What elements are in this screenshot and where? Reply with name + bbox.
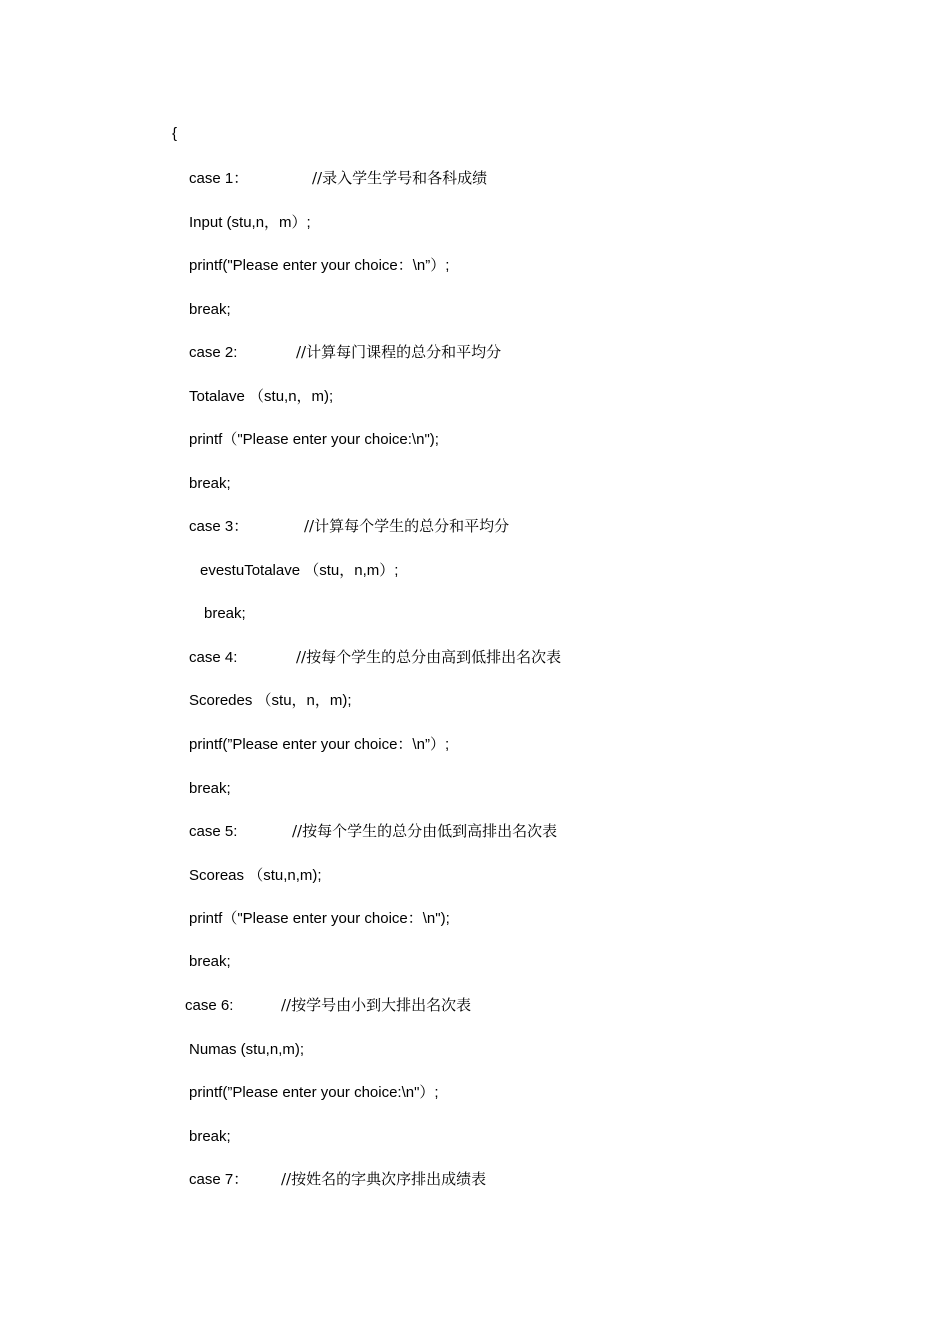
comment-case-2: //计算每门课程的总分和平均分 bbox=[296, 343, 502, 361]
comment-case-6: //按学号由小到大排出名次表 bbox=[281, 996, 472, 1014]
code-line-case-3: case 3： bbox=[189, 518, 249, 535]
comment-case-1: //录入学生学号和各科成绩 bbox=[312, 169, 488, 187]
code-line-printf-5: printf(”Please enter your choice:\n"）; bbox=[189, 1084, 439, 1101]
code-line-scoreas: Scoreas （stu,n,m); bbox=[189, 867, 322, 884]
code-line-case-2: case 2: bbox=[189, 344, 238, 361]
code-line-case-5: case 5: bbox=[189, 823, 238, 840]
comment-case-4: //按每个学生的总分由高到低排出名次表 bbox=[296, 648, 562, 666]
code-line-printf-2: printf（"Please enter your choice:\n"); bbox=[189, 431, 439, 448]
code-line-input: Input (stu,n，m）; bbox=[189, 214, 311, 231]
code-line-break-4: break; bbox=[189, 780, 231, 797]
comment-case-7: //按姓名的字典次序排出成绩表 bbox=[281, 1170, 487, 1188]
code-line-printf-1: printf("Please enter your choice：\n”）; bbox=[189, 257, 450, 274]
code-line-numas: Numas (stu,n,m); bbox=[189, 1041, 305, 1058]
code-line-case-1: case 1： bbox=[189, 170, 249, 187]
code-line-break-5: break; bbox=[189, 953, 231, 970]
code-line-scoredes: Scoredes （stu，n，m); bbox=[189, 692, 352, 709]
code-line-open-brace: { bbox=[172, 125, 178, 142]
comment-case-3: //计算每个学生的总分和平均分 bbox=[304, 517, 510, 535]
code-line-break-3: break; bbox=[204, 605, 246, 622]
code-line-printf-4: printf（"Please enter your choice：\n"); bbox=[189, 910, 450, 927]
code-line-break-2: break; bbox=[189, 475, 231, 492]
code-line-case-4: case 4: bbox=[189, 649, 238, 666]
code-line-totalave: Totalave （stu,n，m); bbox=[189, 388, 334, 405]
code-line-case-6: case 6: bbox=[185, 997, 234, 1014]
code-line-case-7: case 7： bbox=[189, 1171, 249, 1188]
code-line-printf-3: printf(”Please enter your choice：\n”）; bbox=[189, 736, 450, 753]
code-line-evestutotalave: evestuTotalave （stu，n,m）; bbox=[200, 562, 399, 579]
comment-case-5: //按每个学生的总分由低到高排出名次表 bbox=[292, 822, 558, 840]
code-line-break-1: break; bbox=[189, 301, 231, 318]
code-line-break-6: break; bbox=[189, 1128, 231, 1145]
